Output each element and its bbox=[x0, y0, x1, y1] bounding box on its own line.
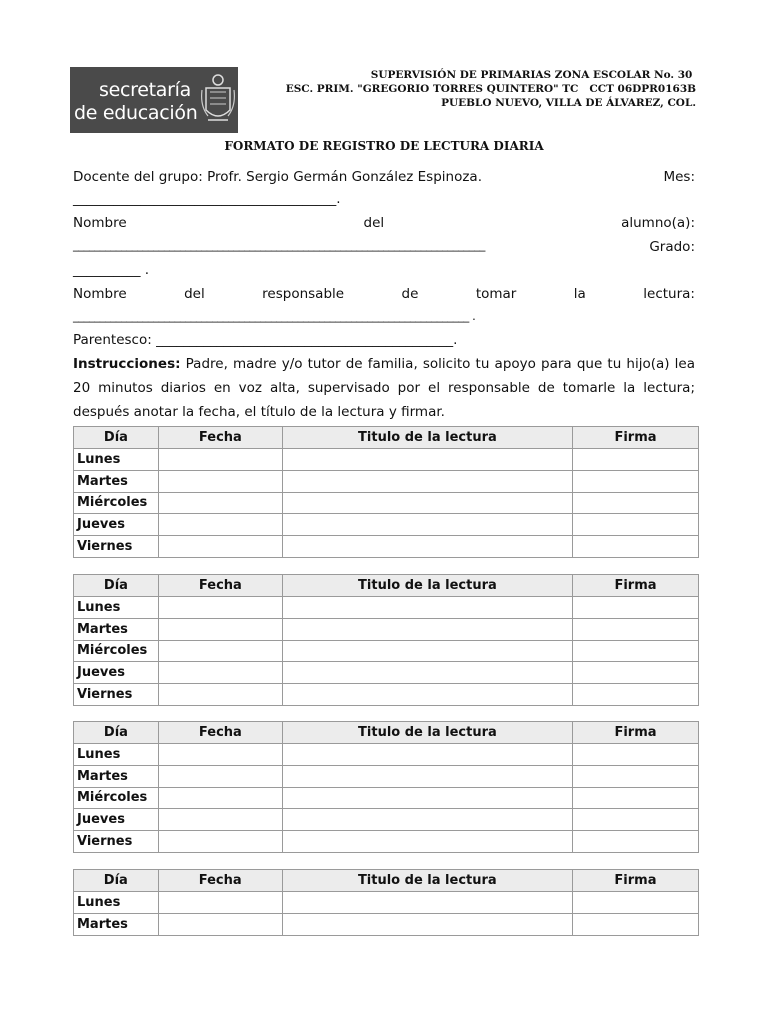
column-header: Fecha bbox=[158, 722, 282, 744]
day-cell: Jueves bbox=[74, 662, 159, 684]
firma-cell[interactable] bbox=[572, 744, 698, 766]
fecha-cell[interactable] bbox=[158, 536, 282, 558]
table-header-row bbox=[74, 870, 699, 892]
fecha-cell[interactable] bbox=[158, 913, 282, 935]
grado-blank[interactable]: __________ . bbox=[73, 262, 150, 278]
column-header: Titulo de la lectura bbox=[282, 575, 572, 597]
day-cell: Miércoles bbox=[74, 492, 159, 514]
table-row bbox=[74, 913, 699, 935]
fecha-cell[interactable] bbox=[158, 449, 282, 471]
table-row bbox=[74, 744, 699, 766]
titulo-cell[interactable] bbox=[282, 492, 572, 514]
column-header: Día bbox=[74, 722, 159, 744]
table-row bbox=[74, 470, 699, 492]
reading-log-table bbox=[73, 721, 699, 853]
responsable-blank[interactable]: __________________________________________________________________________ . bbox=[73, 309, 476, 323]
column-header: Firma bbox=[572, 870, 698, 892]
column-header: Fecha bbox=[158, 575, 282, 597]
firma-cell[interactable] bbox=[572, 514, 698, 536]
day-cell: Martes bbox=[74, 470, 159, 492]
responsable-word: lectura: bbox=[643, 286, 695, 302]
table-row bbox=[74, 809, 699, 831]
firma-cell[interactable] bbox=[572, 831, 698, 853]
coat-of-arms-icon bbox=[200, 72, 236, 128]
column-header: Titulo de la lectura bbox=[282, 427, 572, 449]
day-cell: Miércoles bbox=[74, 787, 159, 809]
fecha-cell[interactable] bbox=[158, 470, 282, 492]
titulo-cell[interactable] bbox=[282, 470, 572, 492]
titulo-cell[interactable] bbox=[282, 662, 572, 684]
fecha-cell[interactable] bbox=[158, 765, 282, 787]
secretaria-educacion-logo bbox=[70, 67, 238, 133]
alumno-label-row bbox=[73, 215, 695, 231]
day-cell: Miércoles bbox=[74, 640, 159, 662]
table-row bbox=[74, 662, 699, 684]
table-row bbox=[74, 449, 699, 471]
table-row bbox=[74, 787, 699, 809]
column-header: Titulo de la lectura bbox=[282, 722, 572, 744]
fecha-cell[interactable] bbox=[158, 597, 282, 619]
table-row bbox=[74, 831, 699, 853]
day-cell: Lunes bbox=[74, 449, 159, 471]
firma-cell[interactable] bbox=[572, 913, 698, 935]
grado-label: Grado: bbox=[649, 239, 695, 255]
column-header: Día bbox=[74, 870, 159, 892]
table-row bbox=[74, 492, 699, 514]
titulo-cell[interactable] bbox=[282, 831, 572, 853]
titulo-cell[interactable] bbox=[282, 913, 572, 935]
school-header bbox=[286, 68, 696, 110]
titulo-cell[interactable] bbox=[282, 618, 572, 640]
firma-cell[interactable] bbox=[572, 787, 698, 809]
day-cell: Viernes bbox=[74, 831, 159, 853]
responsable-word: Nombre bbox=[73, 286, 127, 302]
reading-log-table bbox=[73, 426, 699, 558]
docente-line: Docente del grupo: Profr. Sergio Germán González Espinoza. bbox=[73, 169, 482, 185]
day-cell: Viernes bbox=[74, 536, 159, 558]
table-row bbox=[74, 536, 699, 558]
fecha-cell[interactable] bbox=[158, 618, 282, 640]
table-row bbox=[74, 597, 699, 619]
column-header: Firma bbox=[572, 427, 698, 449]
titulo-cell[interactable] bbox=[282, 684, 572, 706]
fecha-cell[interactable] bbox=[158, 831, 282, 853]
firma-cell[interactable] bbox=[572, 892, 698, 914]
responsable-word: de bbox=[401, 286, 419, 302]
header-line-3: PUEBLO NUEVO, VILLA DE ÁLVAREZ, COL. bbox=[441, 97, 696, 109]
fecha-cell[interactable] bbox=[158, 662, 282, 684]
titulo-cell[interactable] bbox=[282, 744, 572, 766]
document-title: FORMATO DE REGISTRO DE LECTURA DIARIA bbox=[224, 139, 544, 153]
titulo-cell[interactable] bbox=[282, 449, 572, 471]
fecha-cell[interactable] bbox=[158, 492, 282, 514]
firma-cell[interactable] bbox=[572, 618, 698, 640]
mes-label: Mes: bbox=[663, 169, 695, 185]
table-header-row bbox=[74, 427, 699, 449]
firma-cell[interactable] bbox=[572, 597, 698, 619]
firma-cell[interactable] bbox=[572, 470, 698, 492]
day-cell: Martes bbox=[74, 913, 159, 935]
table-header-row bbox=[74, 722, 699, 744]
alumno-word: Nombre bbox=[73, 215, 127, 231]
fecha-cell[interactable] bbox=[158, 892, 282, 914]
mes-blank[interactable]: _______________________________________. bbox=[73, 191, 341, 207]
fecha-cell[interactable] bbox=[158, 787, 282, 809]
table-row bbox=[74, 640, 699, 662]
titulo-cell[interactable] bbox=[282, 809, 572, 831]
day-cell: Martes bbox=[74, 618, 159, 640]
column-header: Firma bbox=[572, 575, 698, 597]
responsable-label-row bbox=[73, 286, 695, 302]
logo-text-line1: secretaría bbox=[99, 79, 191, 101]
table-header-row bbox=[74, 575, 699, 597]
responsable-word: tomar bbox=[475, 286, 517, 302]
column-header: Firma bbox=[572, 722, 698, 744]
instructions-label: Instrucciones: bbox=[73, 356, 181, 372]
day-cell: Jueves bbox=[74, 809, 159, 831]
day-cell: Lunes bbox=[74, 597, 159, 619]
day-cell: Viernes bbox=[74, 684, 159, 706]
fecha-cell[interactable] bbox=[158, 744, 282, 766]
day-cell: Lunes bbox=[74, 892, 159, 914]
column-header: Fecha bbox=[158, 870, 282, 892]
firma-cell[interactable] bbox=[572, 765, 698, 787]
alumno-word: del bbox=[363, 215, 385, 231]
reading-log-table bbox=[73, 574, 699, 706]
alumno-blank[interactable]: _____________________________________________________________________________ bbox=[73, 238, 485, 252]
table-row bbox=[74, 618, 699, 640]
firma-cell[interactable] bbox=[572, 684, 698, 706]
responsable-word: la bbox=[573, 286, 586, 302]
fecha-cell[interactable] bbox=[158, 809, 282, 831]
fecha-cell[interactable] bbox=[158, 514, 282, 536]
alumno-word: alumno(a): bbox=[621, 215, 695, 231]
titulo-cell[interactable] bbox=[282, 765, 572, 787]
titulo-cell[interactable] bbox=[282, 514, 572, 536]
header-line-2: ESC. PRIM. "GREGORIO TORRES QUINTERO" TC CCT 06DPR0163B bbox=[285, 83, 696, 95]
responsable-word: del bbox=[184, 286, 205, 302]
day-cell: Lunes bbox=[74, 744, 159, 766]
firma-cell[interactable] bbox=[572, 492, 698, 514]
titulo-cell[interactable] bbox=[282, 640, 572, 662]
reading-log-table bbox=[73, 869, 699, 936]
titulo-cell[interactable] bbox=[282, 787, 572, 809]
fecha-cell[interactable] bbox=[158, 684, 282, 706]
responsable-word: responsable bbox=[262, 286, 345, 302]
table-row bbox=[74, 514, 699, 536]
column-header: Titulo de la lectura bbox=[282, 870, 572, 892]
firma-cell[interactable] bbox=[572, 809, 698, 831]
firma-cell[interactable] bbox=[572, 662, 698, 684]
table-row bbox=[74, 684, 699, 706]
header-line-1: SUPERVISIÓN DE PRIMARIAS ZONA ESCOLAR No. 30 bbox=[370, 69, 696, 81]
table-row bbox=[74, 765, 699, 787]
table-row bbox=[74, 892, 699, 914]
logo-text-line2: de educación bbox=[74, 102, 198, 124]
titulo-cell[interactable] bbox=[282, 597, 572, 619]
column-header: Día bbox=[74, 427, 159, 449]
column-header: Día bbox=[74, 575, 159, 597]
fecha-cell[interactable] bbox=[158, 640, 282, 662]
firma-cell[interactable] bbox=[572, 449, 698, 471]
day-cell: Martes bbox=[74, 765, 159, 787]
parentesco-line[interactable]: Parentesco: ____________________________________________. bbox=[73, 332, 458, 348]
firma-cell[interactable] bbox=[572, 536, 698, 558]
instructions-paragraph bbox=[73, 352, 695, 424]
instructions-text: Padre, madre y/o tutor de familia, solicito tu apoyo para que tu hijo(a) lea 20 minutos diarios en voz alta, supervisado por el responsable de tomarle la lectura; después anotar la fecha, el título de la lectura y firmar. bbox=[73, 356, 695, 420]
titulo-cell[interactable] bbox=[282, 536, 572, 558]
titulo-cell[interactable] bbox=[282, 892, 572, 914]
column-header: Fecha bbox=[158, 427, 282, 449]
day-cell: Jueves bbox=[74, 514, 159, 536]
firma-cell[interactable] bbox=[572, 640, 698, 662]
